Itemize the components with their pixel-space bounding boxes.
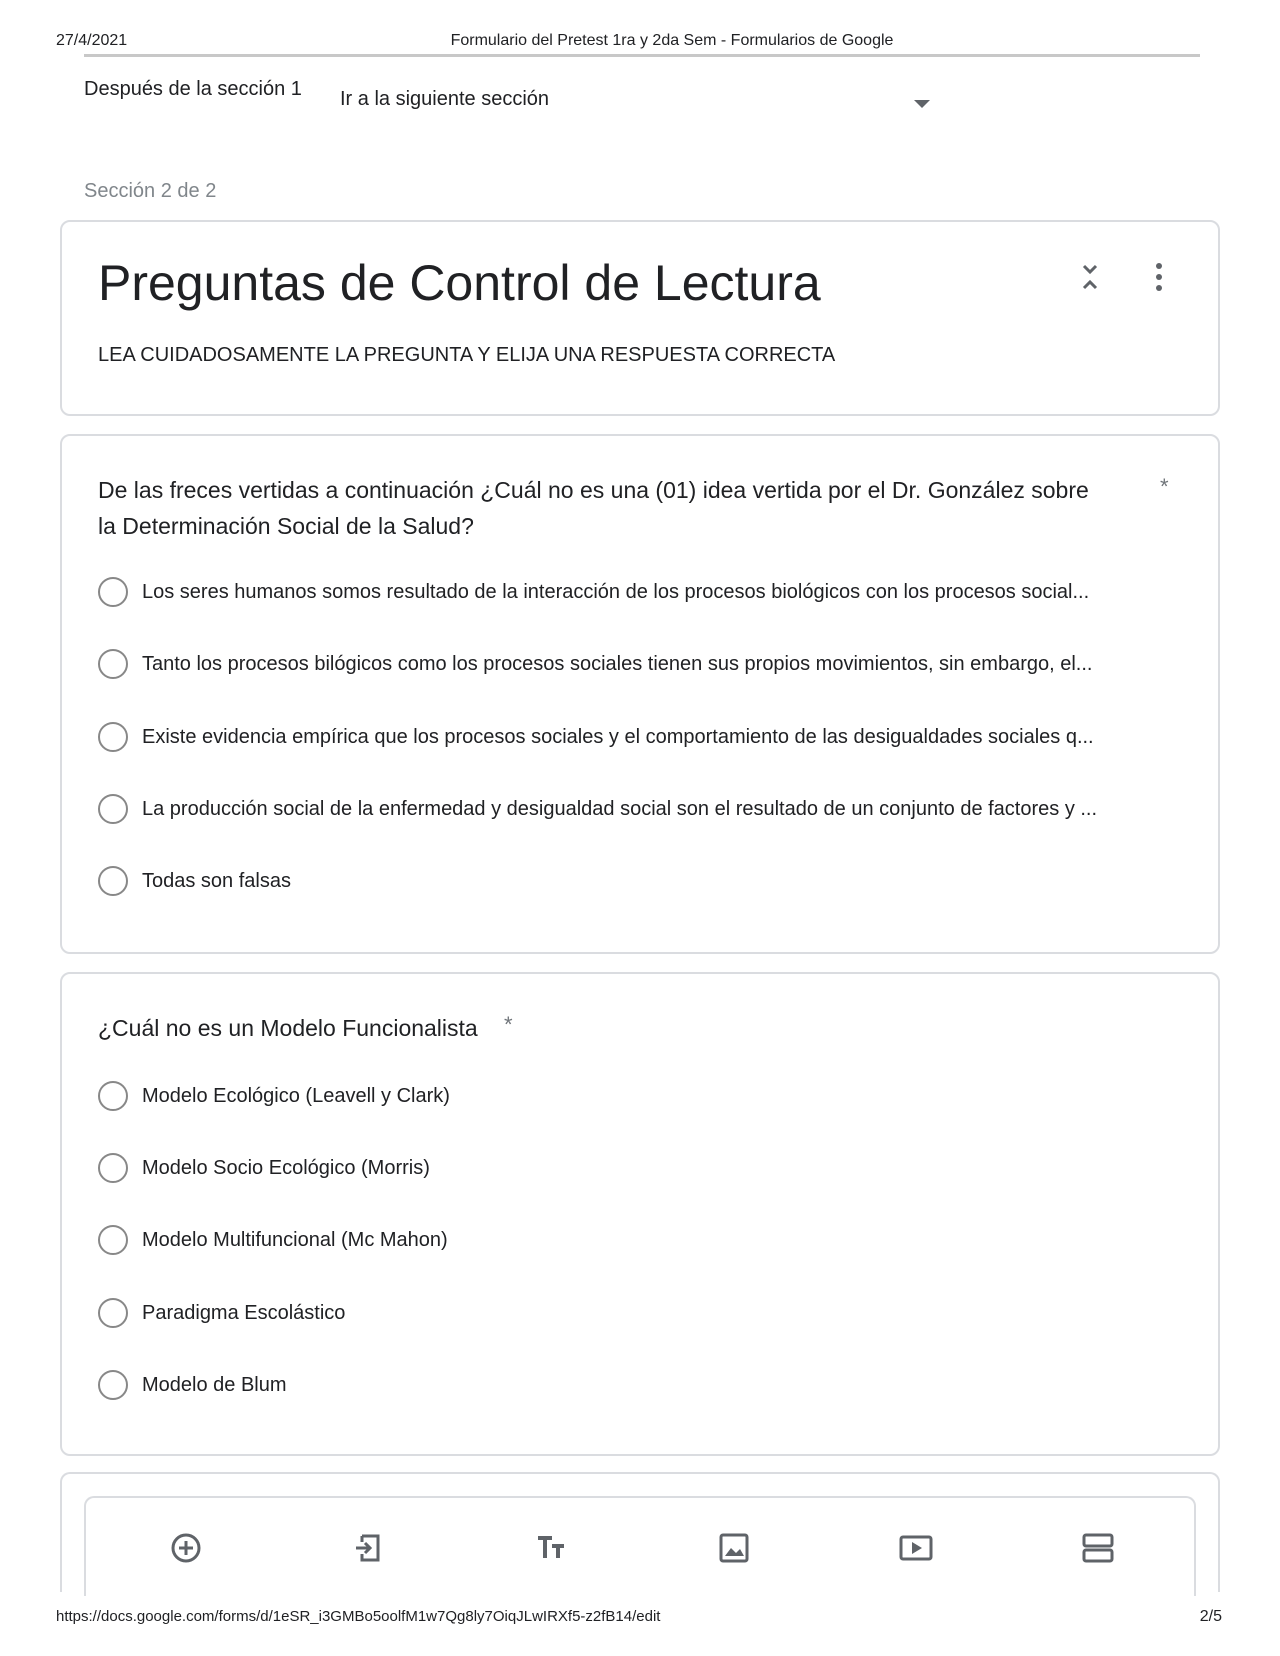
add-video-icon[interactable] [898,1530,934,1566]
option-label: Modelo Socio Ecológico (Morris) [142,1156,430,1179]
after-section-select[interactable] [340,88,930,118]
required-asterisk: * [1160,474,1169,499]
radio-button[interactable] [98,1298,128,1328]
question-1-title-line-1: De las freces vertidas a continuación ¿Cuál no es una (01) idea vertida por el Dr. González sobre [98,477,1089,503]
option-label: Modelo de Blum [142,1373,287,1396]
option-radio[interactable] [98,647,1092,681]
radio-button[interactable] [98,1370,128,1400]
section-counter: Sección 2 de 2 [84,180,217,202]
add-image-icon[interactable] [716,1530,752,1566]
option-label: Existe evidencia empírica que los procesos sociales y el comportamiento de las desigualdades sociales q... [142,725,1094,748]
question-2-title: ¿Cuál no es un Modelo Funcionalista [98,1015,478,1041]
option-radio[interactable] [98,864,291,898]
add-section-icon[interactable] [1080,1530,1116,1566]
add-title-icon[interactable] [534,1530,570,1566]
option-radio[interactable] [98,1151,430,1185]
question-card-1[interactable] [60,434,1220,954]
floating-toolbar [84,1496,1196,1596]
import-questions-icon[interactable] [350,1530,386,1566]
print-title: Formulario del Pretest 1ra y 2da Sem - Formularios de Google [450,32,894,49]
radio-button[interactable] [98,722,128,752]
option-label: Todas son falsas [142,869,291,892]
option-radio[interactable] [98,575,1089,609]
option-label: Tanto los procesos bilógicos como los procesos sociales tienen sus propios movimientos, sin embargo, el... [142,652,1093,675]
radio-button[interactable] [98,794,128,824]
section-description[interactable]: LEA CUIDADOSAMENTE LA PREGUNTA Y ELIJA UNA RESPUESTA CORRECTA [98,344,836,366]
option-label: Paradigma Escolástico [142,1301,346,1324]
option-radio[interactable] [98,720,1094,754]
collapse-section-icon[interactable] [1078,260,1102,294]
radio-button[interactable] [98,1225,128,1255]
after-section-value: Ir a la siguiente sección [340,88,550,110]
question-1-title-line-2: la Determinación Social de la Salud? [98,513,474,539]
more-vert-icon[interactable] [1147,260,1171,294]
section-header-card [60,220,1220,416]
print-page-number: 2/5 [1199,1608,1222,1625]
option-radio[interactable] [98,1296,345,1330]
option-label: Modelo Multifuncional (Mc Mahon) [142,1228,448,1251]
after-section-label: Después de la sección 1 [84,78,302,100]
radio-button[interactable] [98,866,128,896]
radio-button[interactable] [98,1081,128,1111]
radio-button[interactable] [98,1153,128,1183]
option-radio[interactable] [98,1368,287,1402]
radio-button[interactable] [98,577,128,607]
question-1-title [98,472,1089,544]
required-asterisk: * [504,1012,513,1037]
question-card-2[interactable] [60,972,1220,1456]
add-question-icon[interactable] [168,1530,204,1566]
chevron-down-icon [914,100,930,108]
print-url: https://docs.google.com/forms/d/1eSR_i3GMBo5oolfM1w7Qg8ly7OiqJLwIRXf5-z2fB14/edit [56,1608,661,1625]
print-date: 27/4/2021 [56,32,128,49]
option-label: Los seres humanos somos resultado de la interacción de los procesos biológicos con los procesos social... [142,580,1090,603]
option-label: Modelo Ecológico (Leavell y Clark) [142,1084,450,1107]
option-radio[interactable] [98,1079,450,1113]
radio-button[interactable] [98,649,128,679]
option-radio[interactable] [98,792,1097,826]
option-label: La producción social de la enfermedad y desigualdad social son el resultado de un conjunto de factores y ... [142,797,1098,820]
section-title[interactable]: Preguntas de Control de Lectura [98,255,821,311]
option-radio[interactable] [98,1223,448,1257]
